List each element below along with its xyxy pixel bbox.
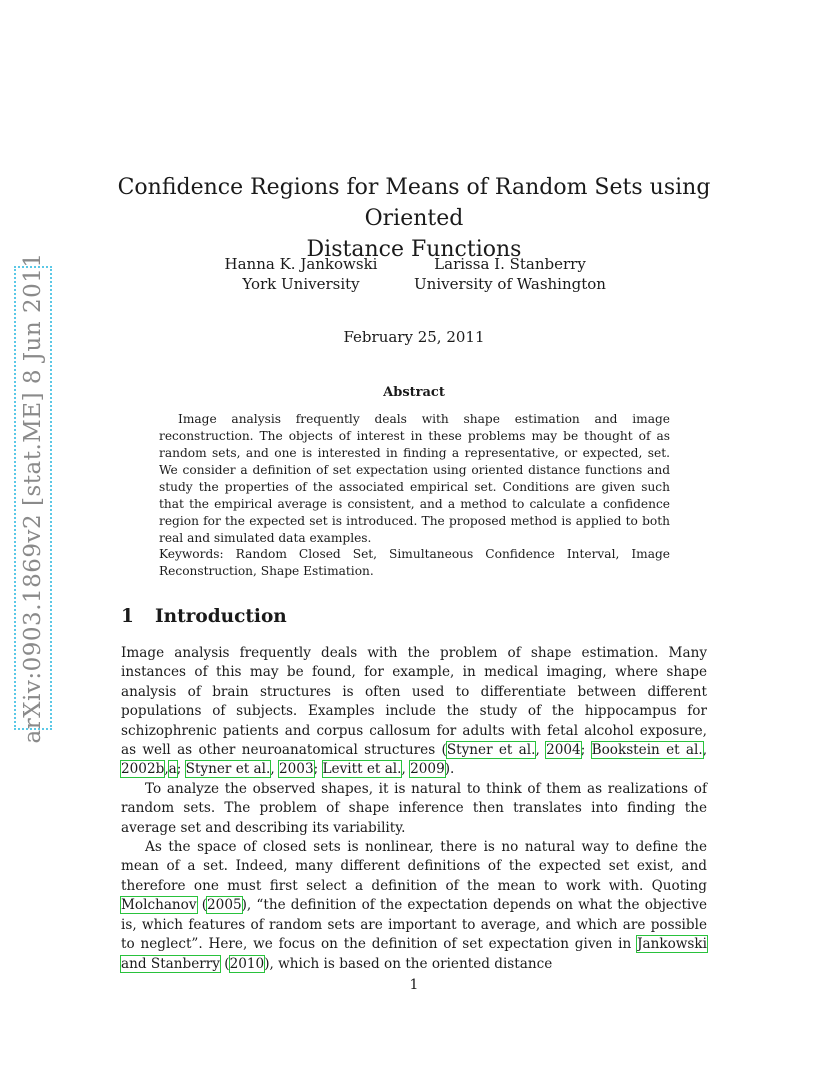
citation-link[interactable]: Styner et al.	[446, 742, 536, 759]
citation-year-link[interactable]: 2003	[279, 761, 314, 778]
citation-year-link[interactable]: 2009	[410, 761, 445, 778]
citation-year-link[interactable]: 2002b	[121, 761, 165, 778]
keywords: Keywords: Random Closed Set, Simultaneous Confidence Interval, Image Reconstruction, Shape Estimation.	[159, 547, 670, 578]
author-block-1	[209, 254, 393, 294]
citation-link[interactable]: Styner et al.	[185, 761, 271, 778]
paragraph-text: Image analysis frequently deals with the problem of shape estimation. Many instances of this may be found, for example, in medical imaging, where shape analysis of brain structures is often used to differentiate between different populations of subjects. Examples include the study of the hippocampus for schizophrenic patients and corpus callosum for adults with fetal alcohol exposure, as well as other neuroanatomical structures (	[121, 645, 707, 759]
citation-year-link[interactable]: 2010	[229, 955, 265, 972]
separator: ,	[270, 761, 279, 778]
citation-link[interactable]: Molchanov	[121, 897, 197, 914]
section-number: 1	[121, 606, 134, 627]
title-line-1: Confidence Regions for Means of Random Sets using Oriented	[117, 175, 711, 231]
separator: ;	[313, 761, 323, 778]
citation-year-link[interactable]: 2004	[546, 742, 581, 759]
separator: ;	[580, 742, 592, 759]
author-affiliation: York University	[242, 275, 360, 293]
paragraph-2: To analyze the observed shapes, it is natural to think of them as realizations of random sets. The problem of shape inference then translates into finding the average set and describing its variability.	[121, 780, 707, 836]
section-title: Introduction	[155, 606, 287, 627]
separator: ,	[164, 761, 169, 778]
citation-link[interactable]: Bookstein et al.	[591, 742, 703, 759]
separator: (	[219, 955, 230, 972]
citation-link[interactable]: Jankowski and Stanberry	[121, 936, 707, 972]
separator: ;	[176, 761, 186, 778]
separator: (	[196, 897, 208, 914]
separator: ).	[444, 761, 455, 778]
paragraph-text: ), which is based on the oriented distance	[264, 955, 553, 972]
paragraph-text: As the space of closed sets is nonlinear, there is no natural way to define the mean of a set. Indeed, many different definitions of the expected set exist, and therefore one must first select a definition of the mean to work with. Quoting	[121, 839, 707, 894]
separator: ,	[702, 742, 708, 759]
arxiv-stamp[interactable]: arXiv:0903.1869v2 [stat.ME] 8 Jun 2011	[20, 252, 46, 744]
author-name: Larissa I. Stanberry	[434, 255, 586, 273]
author-affiliation: University of Washington	[414, 275, 606, 293]
paragraph-1	[121, 644, 707, 780]
paper-date: February 25, 2011	[343, 328, 485, 346]
introduction-body	[121, 644, 707, 974]
citation-year-link[interactable]: 2005	[207, 897, 242, 914]
author-block-2	[410, 254, 610, 294]
paragraph-3	[121, 838, 707, 974]
author-name: Hanna K. Jankowski	[224, 255, 378, 273]
separator: ,	[401, 761, 411, 778]
citation-year-link[interactable]: a	[168, 761, 177, 778]
citation-link[interactable]: Levitt et al.	[322, 761, 402, 778]
paragraph-text: ), “the definition of the expectation depends on what the objective is, which features of random sets are important to average, and which are possible to neglect”. Here, we focus on the definition of set expectation given in	[121, 897, 707, 953]
paper-title	[100, 172, 728, 265]
page-number: 1	[409, 977, 419, 993]
separator: ,	[535, 742, 547, 759]
title-line-2: Distance Functions	[306, 237, 522, 262]
abstract-heading: Abstract	[383, 385, 445, 400]
abstract-text: Image analysis frequently deals with shape estimation and image reconstruction. The objects of interest in these problems may be thought of as random sets, and one is interested in finding a representative, or expected, set. We consider a definition of set expectation using oriented distance functions and study the properties of the associated empirical set. Conditions are given such that the empirical average is consistent, and a method to calculate a confidence region for the expected set is introduced. The proposed method is applied to both real and simulated data examples.	[159, 412, 670, 545]
abstract	[159, 411, 670, 547]
